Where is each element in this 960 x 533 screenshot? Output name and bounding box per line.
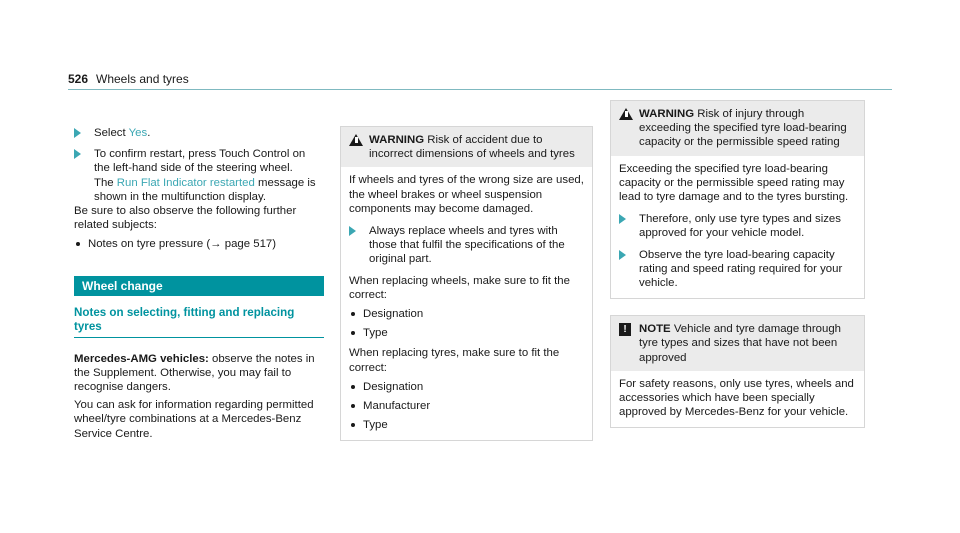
- section-bar-wheel-change: Wheel change: [74, 276, 324, 296]
- amg-paragraph: Mercedes-AMG vehicles: observe the notes in the Supplement. Otherwise, you may fail to recognise dangers.: [74, 352, 315, 394]
- list-item: Type: [349, 418, 584, 432]
- step-observe-rating: Observe the tyre load-bearing capacity rating and speed rating required for your vehicle.: [619, 248, 856, 291]
- warning-header: WARNING Risk of accident due to incorrect dimensions of wheels and tyres: [341, 127, 592, 167]
- bullet-icon: [351, 312, 355, 316]
- step-arrow-icon: [349, 226, 356, 236]
- warning-body: Exceeding the specified tyre load-bearing capacity or the permissible speed rating may lead to tyre damage and to the tyres bursting. Therefore, only use tyre types and sizes approved for your vehicle model. Observe the tyre load-bearing capacity rating and speed rating required for your vehicle.: [611, 156, 864, 299]
- further-subject-item[interactable]: Notes on tyre pressure (→ page 517): [74, 237, 324, 251]
- ask-paragraph: You can ask for information regarding permitted wheel/tyre combinations at a Mercedes-Benz Service Centre.: [74, 399, 314, 440]
- warning-box-load-bearing: [610, 100, 865, 299]
- step-arrow-icon: [619, 250, 626, 260]
- exclamation-icon: !: [619, 323, 631, 336]
- warning-header: WARNING Risk of injury through exceeding the specified tyre load-bearing capacity or the permissible speed rating: [611, 101, 864, 156]
- warning-triangle-icon: [619, 108, 633, 120]
- page-number: 526: [68, 72, 89, 86]
- bullet-icon: [76, 242, 80, 246]
- list-item: Designation: [349, 380, 584, 394]
- step-arrow-icon: [74, 149, 81, 159]
- further-subjects-intro: Be sure to also observe the following further related subjects:: [74, 205, 297, 232]
- page-header: [68, 70, 892, 90]
- yes-option[interactable]: Yes: [128, 127, 148, 139]
- run-flat-message: Run Flat Indicator restarted: [116, 176, 255, 189]
- warning-box-dimensions: [340, 126, 593, 441]
- step-replace-wheels: Always replace wheels and tyres with those that fulfil the specifications of the original part.: [349, 224, 584, 267]
- column-right: [610, 100, 865, 428]
- bullet-icon: [351, 385, 355, 389]
- step-approved-tyres: Therefore, only use tyre types and sizes approved for your vehicle model.: [619, 212, 856, 240]
- list-item: Designation: [349, 307, 584, 321]
- step-confirm-restart: To confirm restart, press Touch Control on the left-hand side of the steering wheel. The Run Flat Indicator restarted message is shown in the multifunction display.: [74, 147, 324, 204]
- bullet-icon: [351, 404, 355, 408]
- bullet-icon: [351, 331, 355, 335]
- column-left: [74, 126, 324, 441]
- step-arrow-icon: [619, 214, 626, 224]
- note-body: For safety reasons, only use tyres, wheels and accessories which have been specially approved by Mercedes-Benz for your vehicle.: [619, 377, 854, 419]
- section-title: Wheels and tyres: [96, 72, 189, 86]
- note-box-damage: [610, 315, 865, 428]
- note-header: ! NOTE Vehicle and tyre damage through tyre types and sizes that have not been approved: [611, 316, 864, 371]
- list-item: Type: [349, 326, 584, 340]
- bullet-icon: [351, 423, 355, 427]
- warning-triangle-icon: [349, 134, 363, 146]
- subheading-tyres: Notes on selecting, fitting and replacing tyres: [74, 306, 324, 338]
- warning-body: If wheels and tyres of the wrong size are used, the wheel brakes or wheel suspension components may become damaged. Always replace wheels and tyres with those that fulfil the specifications of the original part. When replacing wheels, make sure to fit the correct: Designation Type When replacing tyres, make sure to fit the correct: Designation Manufacturer Type: [349, 174, 584, 432]
- list-item: Manufacturer: [349, 399, 584, 413]
- step-select-yes: Select Yes.: [74, 126, 324, 140]
- step-arrow-icon: [74, 128, 81, 138]
